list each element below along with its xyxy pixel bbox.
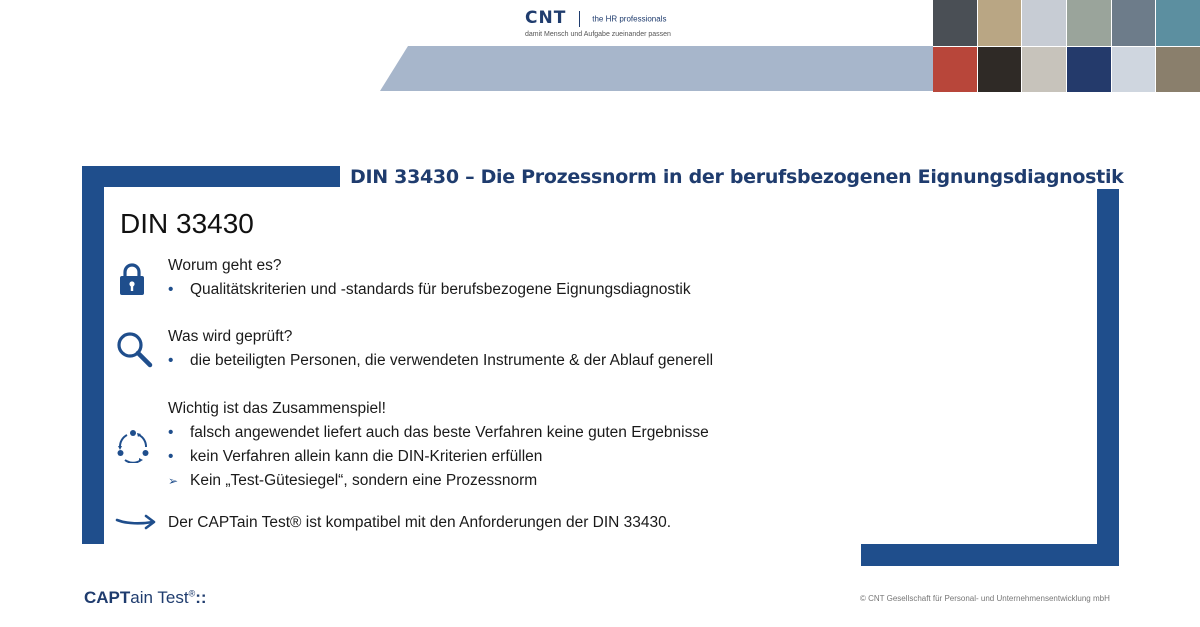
brand-dots: :: xyxy=(195,588,207,607)
lock-icon xyxy=(118,262,146,296)
brand-bold: CAPT xyxy=(84,588,131,607)
main-heading: DIN 33430 xyxy=(120,208,254,239)
list-item xyxy=(168,352,713,370)
frame-bar-top xyxy=(82,166,340,187)
magnifier-icon xyxy=(115,330,153,368)
bullet-marker: • xyxy=(168,448,174,465)
header-photo xyxy=(978,47,1022,92)
bullet-text: die beteiligten Personen, die verwendeten Instrumente & der Ablauf generell xyxy=(190,352,714,369)
bullet-text: kein Verfahren allein kann die DIN-Kriterien erfüllen xyxy=(190,448,543,465)
bullet-marker: • xyxy=(168,281,174,298)
list-item xyxy=(168,281,691,299)
section-label-interplay: Wichtig ist das Zusammenspiel! xyxy=(168,400,386,417)
header-photo xyxy=(1067,47,1111,92)
long-arrow-icon xyxy=(115,512,157,532)
header-photo xyxy=(1112,47,1156,92)
header-photo xyxy=(1112,0,1156,46)
cycle-icon xyxy=(117,429,149,463)
slide-title: DIN 33430 – Die Prozessnorm in der berufsbezogenen Eignungsdiagnostik xyxy=(350,166,1124,188)
header-photo xyxy=(1156,0,1200,46)
logo-subtitle: damit Mensch und Aufgabe zueinander passen xyxy=(525,31,671,38)
bullet-text: Qualitätskriterien und -standards für berufsbezogene Eignungsdiagnostik xyxy=(190,281,691,298)
header-photo-collage xyxy=(933,0,1200,91)
header-photo xyxy=(1067,0,1111,46)
header-photo xyxy=(1156,47,1200,92)
frame-bar-bottom xyxy=(861,544,1119,566)
header-banner xyxy=(380,46,940,91)
logo-mark: CNT xyxy=(525,8,567,28)
section-label-what: Worum geht es? xyxy=(168,257,282,274)
brand-rest: ain Test xyxy=(130,588,189,607)
list-item xyxy=(168,448,542,466)
section-label-checked: Was wird geprüft? xyxy=(168,328,293,345)
captain-test-logo xyxy=(84,588,207,608)
list-item xyxy=(168,424,709,442)
copyright-text: © CNT Gesellschaft für Personal- und Unternehmensentwicklung mbH xyxy=(860,594,1110,603)
bullet-marker: • xyxy=(168,424,174,441)
cnt-logo xyxy=(525,8,671,38)
arrow-bullet-marker: ➢ xyxy=(168,474,179,488)
header-photo xyxy=(933,47,977,92)
logo-divider xyxy=(579,11,580,27)
bullet-text: Kein „Test-Gütesiegel“, sondern eine Prozessnorm xyxy=(190,472,538,489)
header-photo xyxy=(1022,0,1066,46)
header-photo xyxy=(978,0,1022,46)
list-item xyxy=(168,472,537,490)
logo-tagline: the HR professionals xyxy=(592,14,667,24)
frame-bar-right xyxy=(1097,189,1119,566)
conclusion-text: Der CAPTain Test® ist kompatibel mit den Anforderungen der DIN 33430. xyxy=(168,514,672,531)
frame-bar-left xyxy=(82,166,104,544)
bullet-marker: • xyxy=(168,352,174,369)
header-photo xyxy=(933,0,977,46)
bullet-text: falsch angewendet liefert auch das beste Verfahren keine guten Ergebnisse xyxy=(190,424,709,441)
brand-registered: ® xyxy=(188,588,196,599)
header-photo xyxy=(1022,47,1066,92)
